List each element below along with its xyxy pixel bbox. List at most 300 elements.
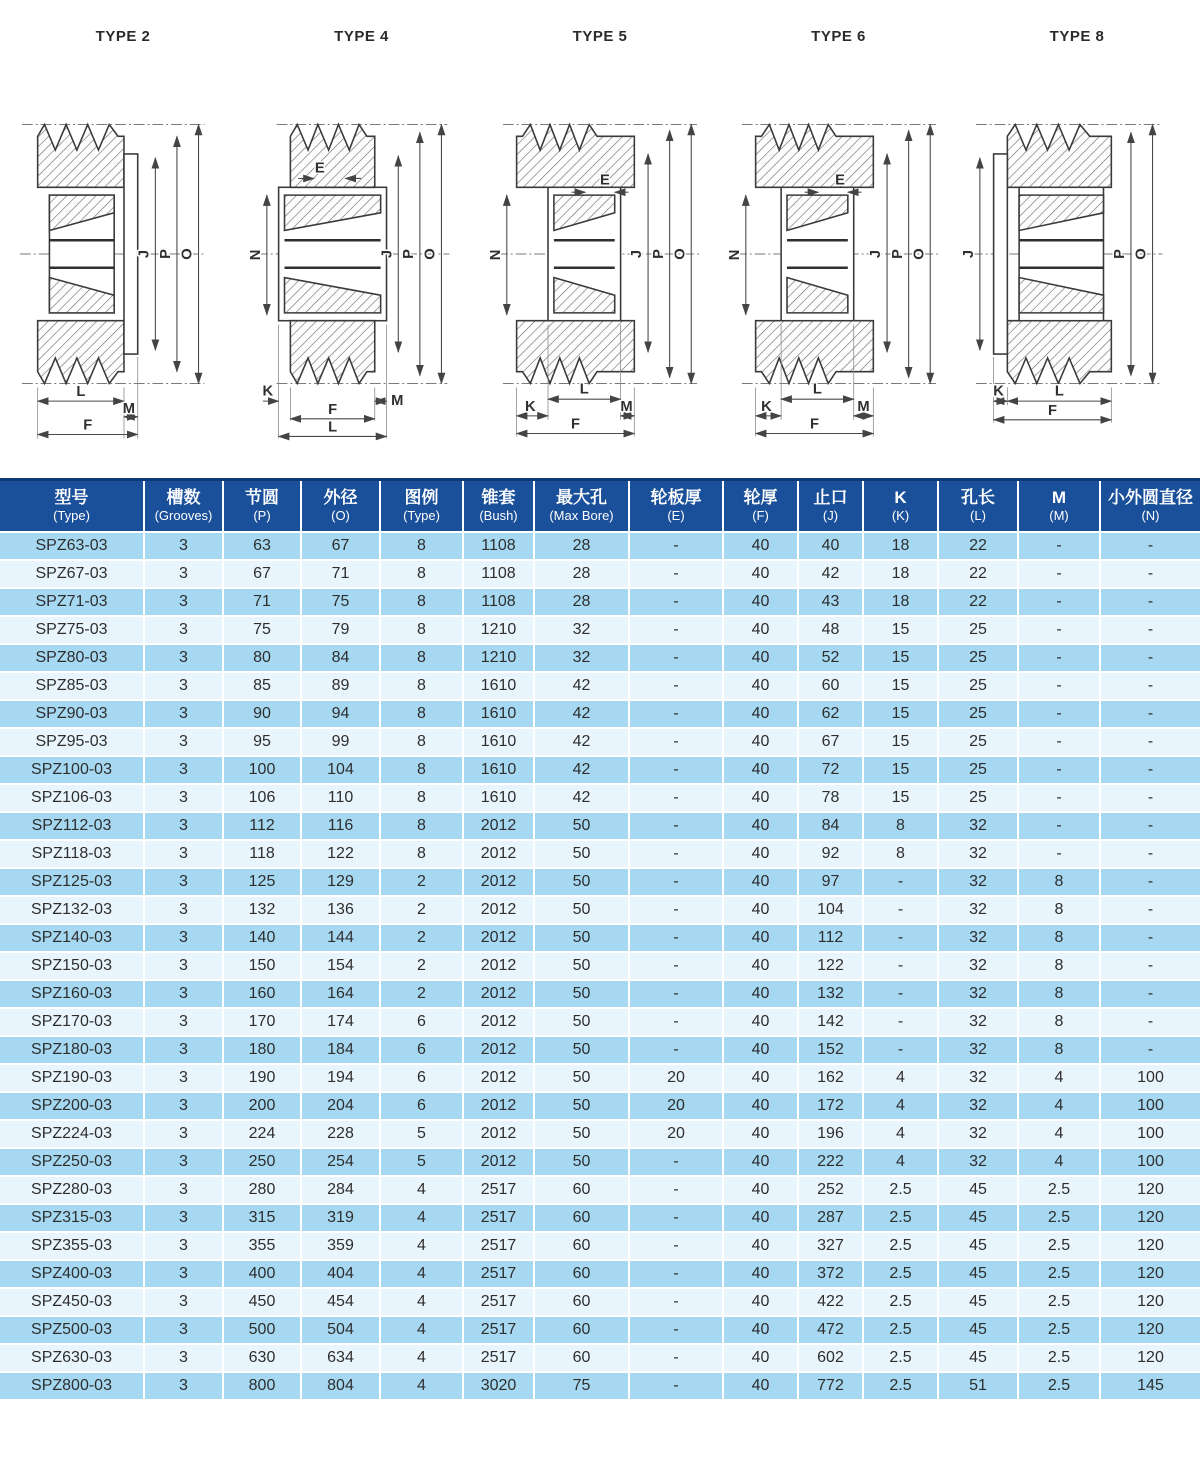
table-cell: 60 xyxy=(534,1260,629,1288)
table-cell: 1108 xyxy=(463,532,534,560)
dim-label-f: F xyxy=(809,416,819,433)
table-cell: - xyxy=(629,1008,723,1036)
table-cell: 1610 xyxy=(463,700,534,728)
table-cell: SPZ85-03 xyxy=(0,672,144,700)
table-cell: 25 xyxy=(938,700,1018,728)
table-cell: 40 xyxy=(723,1092,798,1120)
table-cell: 132 xyxy=(798,980,863,1008)
table-cell: 454 xyxy=(301,1288,380,1316)
table-cell: 4 xyxy=(380,1204,463,1232)
table-cell: - xyxy=(629,644,723,672)
table-cell: 154 xyxy=(301,952,380,980)
table-cell: - xyxy=(629,812,723,840)
table-cell: SPZ125-03 xyxy=(0,868,144,896)
table-row xyxy=(0,532,1200,560)
table-cell: 3 xyxy=(144,616,223,644)
table-cell: 3 xyxy=(144,1148,223,1176)
table-cell: 184 xyxy=(301,1036,380,1064)
column-header: 锥套 (Bush) xyxy=(463,480,534,533)
table-cell: - xyxy=(1100,812,1200,840)
table-cell: 18 xyxy=(863,588,938,616)
table-cell: 112 xyxy=(223,812,301,840)
table-cell: 32 xyxy=(938,896,1018,924)
table-cell: - xyxy=(629,1316,723,1344)
table-cell: 25 xyxy=(938,756,1018,784)
table-cell: 2012 xyxy=(463,924,534,952)
table-cell: 3 xyxy=(144,896,223,924)
table-cell: 40 xyxy=(723,588,798,616)
column-header: 槽数 (Grooves) xyxy=(144,480,223,533)
table-cell: SPZ95-03 xyxy=(0,728,144,756)
table-cell: 174 xyxy=(301,1008,380,1036)
table-cell: 60 xyxy=(798,672,863,700)
table-cell: 100 xyxy=(1100,1148,1200,1176)
dim-label-l: L xyxy=(327,419,337,436)
table-cell: 18 xyxy=(863,560,938,588)
table-row xyxy=(0,1036,1200,1064)
table-cell: 60 xyxy=(534,1316,629,1344)
table-cell: 32 xyxy=(938,868,1018,896)
table-cell: 40 xyxy=(723,616,798,644)
dim-label-m: M xyxy=(122,400,136,417)
table-cell: - xyxy=(1100,952,1200,980)
table-row xyxy=(0,1260,1200,1288)
dim-label-f: F xyxy=(83,417,93,434)
table-cell: 120 xyxy=(1100,1316,1200,1344)
table-cell: 84 xyxy=(798,812,863,840)
table-cell: 32 xyxy=(938,952,1018,980)
table-cell: 45 xyxy=(938,1316,1018,1344)
dim-label-f: F xyxy=(327,401,337,418)
table-cell: 50 xyxy=(534,840,629,868)
table-cell: 8 xyxy=(380,812,463,840)
spec-table xyxy=(0,478,1200,1401)
table-cell: 228 xyxy=(301,1120,380,1148)
table-cell: 40 xyxy=(723,1316,798,1344)
drawing-title: TYPE 5 xyxy=(572,28,628,45)
table-cell: 634 xyxy=(301,1344,380,1372)
table-row xyxy=(0,812,1200,840)
table-cell: 92 xyxy=(798,840,863,868)
table-cell: 60 xyxy=(534,1288,629,1316)
table-cell: 120 xyxy=(1100,1344,1200,1372)
table-cell: 40 xyxy=(723,924,798,952)
table-cell: 78 xyxy=(798,784,863,812)
table-cell: - xyxy=(1018,616,1100,644)
table-cell: - xyxy=(629,868,723,896)
table-row xyxy=(0,1288,1200,1316)
table-cell: 15 xyxy=(863,644,938,672)
dim-label-f: F xyxy=(570,416,580,433)
table-cell: - xyxy=(1100,868,1200,896)
table-cell: 89 xyxy=(301,672,380,700)
pulley-drawing-type8 xyxy=(958,6,1196,478)
table-cell: 40 xyxy=(723,1120,798,1148)
table-row xyxy=(0,1092,1200,1120)
dim-label-j: J xyxy=(629,249,646,259)
table-cell: 2012 xyxy=(463,1148,534,1176)
table-cell: 2517 xyxy=(463,1204,534,1232)
table-cell: 164 xyxy=(301,980,380,1008)
dim-label-j: J xyxy=(378,249,395,259)
table-cell: 60 xyxy=(534,1176,629,1204)
table-cell: 40 xyxy=(723,868,798,896)
table-row xyxy=(0,560,1200,588)
table-cell: SPZ400-03 xyxy=(0,1260,144,1288)
table-cell: 120 xyxy=(1100,1260,1200,1288)
dim-label-e: E xyxy=(599,172,610,189)
table-cell: 52 xyxy=(798,644,863,672)
pulley-cross-section-type5 xyxy=(484,48,716,460)
table-cell: 22 xyxy=(938,560,1018,588)
table-row xyxy=(0,1176,1200,1204)
table-cell: - xyxy=(863,924,938,952)
column-header: 图例 (Type) xyxy=(380,480,463,533)
spec-table-body xyxy=(0,532,1200,1400)
header-row xyxy=(0,480,1200,533)
table-cell: 48 xyxy=(798,616,863,644)
dim-label-o: O xyxy=(179,248,196,260)
table-cell: 2012 xyxy=(463,980,534,1008)
table-cell: 40 xyxy=(723,644,798,672)
table-cell: 3 xyxy=(144,1008,223,1036)
table-cell: 32 xyxy=(938,924,1018,952)
table-cell: 42 xyxy=(534,728,629,756)
table-cell: 3 xyxy=(144,1064,223,1092)
table-cell: - xyxy=(629,1204,723,1232)
table-cell: 2.5 xyxy=(1018,1176,1100,1204)
dim-label-m: M xyxy=(620,398,633,415)
table-cell: - xyxy=(629,588,723,616)
column-header: 最大孔 (Max Bore) xyxy=(534,480,629,533)
table-cell: 40 xyxy=(723,1288,798,1316)
table-cell: 3 xyxy=(144,1316,223,1344)
table-row xyxy=(0,1316,1200,1344)
table-cell: 8 xyxy=(380,756,463,784)
table-cell: - xyxy=(629,784,723,812)
dim-label-p: P xyxy=(400,249,417,259)
table-cell: - xyxy=(1100,1036,1200,1064)
table-cell: - xyxy=(629,728,723,756)
table-row xyxy=(0,700,1200,728)
table-cell: 3 xyxy=(144,812,223,840)
table-cell: 42 xyxy=(534,700,629,728)
table-cell: 8 xyxy=(380,700,463,728)
table-cell: 3 xyxy=(144,756,223,784)
table-cell: 32 xyxy=(938,980,1018,1008)
table-cell: 8 xyxy=(1018,1036,1100,1064)
dim-label-l: L xyxy=(1054,383,1064,400)
table-cell: 3 xyxy=(144,728,223,756)
table-cell: 2.5 xyxy=(1018,1316,1100,1344)
table-row xyxy=(0,1204,1200,1232)
table-cell: 404 xyxy=(301,1260,380,1288)
table-cell: 50 xyxy=(534,1148,629,1176)
table-cell: 100 xyxy=(1100,1092,1200,1120)
table-cell: 142 xyxy=(798,1008,863,1036)
table-cell: 40 xyxy=(723,812,798,840)
table-cell: 95 xyxy=(223,728,301,756)
table-cell: SPZ280-03 xyxy=(0,1176,144,1204)
table-cell: - xyxy=(863,1036,938,1064)
table-cell: 32 xyxy=(938,1120,1018,1148)
table-row xyxy=(0,728,1200,756)
table-cell: - xyxy=(1100,784,1200,812)
table-cell: - xyxy=(1100,672,1200,700)
table-cell: - xyxy=(1100,588,1200,616)
table-cell: 60 xyxy=(534,1344,629,1372)
table-cell: - xyxy=(1018,784,1100,812)
table-cell: SPZ71-03 xyxy=(0,588,144,616)
table-cell: 50 xyxy=(534,868,629,896)
table-cell: 1610 xyxy=(463,756,534,784)
table-cell: 132 xyxy=(223,896,301,924)
table-cell: - xyxy=(629,840,723,868)
table-cell: 25 xyxy=(938,672,1018,700)
table-cell: 120 xyxy=(1100,1204,1200,1232)
table-cell: 6 xyxy=(380,1064,463,1092)
table-cell: 2 xyxy=(380,952,463,980)
table-cell: 15 xyxy=(863,756,938,784)
dim-label-l: L xyxy=(76,384,86,401)
table-cell: - xyxy=(629,980,723,1008)
table-cell: 110 xyxy=(301,784,380,812)
table-cell: 50 xyxy=(534,1092,629,1120)
table-cell: 472 xyxy=(798,1316,863,1344)
table-cell: 190 xyxy=(223,1064,301,1092)
table-cell: 116 xyxy=(301,812,380,840)
table-cell: 250 xyxy=(223,1148,301,1176)
table-cell: 28 xyxy=(534,532,629,560)
table-cell: 8 xyxy=(1018,1008,1100,1036)
table-cell: 32 xyxy=(938,840,1018,868)
table-cell: - xyxy=(1018,756,1100,784)
table-cell: 2517 xyxy=(463,1316,534,1344)
table-cell: SPZ112-03 xyxy=(0,812,144,840)
table-cell: 150 xyxy=(223,952,301,980)
table-cell: 4 xyxy=(380,1372,463,1400)
table-cell: 125 xyxy=(223,868,301,896)
table-cell: SPZ75-03 xyxy=(0,616,144,644)
drawing-title: TYPE 4 xyxy=(334,28,389,45)
table-cell: 22 xyxy=(938,588,1018,616)
table-cell: 40 xyxy=(723,1232,798,1260)
dim-label-m: M xyxy=(390,393,403,410)
pulley-drawing-type6 xyxy=(720,6,958,478)
table-cell: 63 xyxy=(223,532,301,560)
table-cell: 32 xyxy=(938,1148,1018,1176)
table-row xyxy=(0,840,1200,868)
table-cell: 40 xyxy=(723,1344,798,1372)
table-row xyxy=(0,1372,1200,1400)
table-cell: 45 xyxy=(938,1260,1018,1288)
table-cell: 6 xyxy=(380,1092,463,1120)
table-cell: 315 xyxy=(223,1204,301,1232)
pulley-drawing-type4 xyxy=(243,6,481,478)
table-cell: 3 xyxy=(144,840,223,868)
table-cell: 2 xyxy=(380,868,463,896)
table-cell: 120 xyxy=(1100,1232,1200,1260)
table-cell: - xyxy=(1018,672,1100,700)
table-cell: 15 xyxy=(863,672,938,700)
table-cell: 50 xyxy=(534,1036,629,1064)
table-cell: 196 xyxy=(798,1120,863,1148)
table-cell: 72 xyxy=(798,756,863,784)
table-cell: 51 xyxy=(938,1372,1018,1400)
drawings-strip xyxy=(0,0,1200,478)
table-cell: 3 xyxy=(144,644,223,672)
table-cell: 2012 xyxy=(463,1120,534,1148)
table-row xyxy=(0,952,1200,980)
table-cell: 32 xyxy=(938,812,1018,840)
table-cell: 40 xyxy=(723,952,798,980)
table-cell: 2517 xyxy=(463,1232,534,1260)
table-cell: 40 xyxy=(723,1204,798,1232)
table-cell: 2.5 xyxy=(863,1316,938,1344)
dim-label-k: K xyxy=(760,398,772,415)
table-cell: 40 xyxy=(723,672,798,700)
table-cell: 1210 xyxy=(463,644,534,672)
table-cell: - xyxy=(1100,560,1200,588)
table-cell: 2517 xyxy=(463,1344,534,1372)
table-cell: SPZ80-03 xyxy=(0,644,144,672)
table-cell: 800 xyxy=(223,1372,301,1400)
dim-label-o: O xyxy=(672,248,689,260)
table-cell: 4 xyxy=(863,1120,938,1148)
table-cell: 20 xyxy=(629,1092,723,1120)
column-header: 小外圆直径 (N) xyxy=(1100,480,1200,533)
table-cell: - xyxy=(1018,728,1100,756)
table-cell: SPZ800-03 xyxy=(0,1372,144,1400)
table-cell: 3 xyxy=(144,1372,223,1400)
table-row xyxy=(0,924,1200,952)
table-cell: 8 xyxy=(380,784,463,812)
dim-label-k: K xyxy=(525,398,536,415)
column-header: 孔长 (L) xyxy=(938,480,1018,533)
table-cell: SPZ170-03 xyxy=(0,1008,144,1036)
table-cell: 42 xyxy=(798,560,863,588)
table-cell: - xyxy=(863,1008,938,1036)
table-cell: 50 xyxy=(534,1008,629,1036)
table-cell: 28 xyxy=(534,560,629,588)
table-cell: - xyxy=(629,560,723,588)
table-cell: 28 xyxy=(534,588,629,616)
table-cell: 71 xyxy=(223,588,301,616)
column-header: K (K) xyxy=(863,480,938,533)
table-cell: - xyxy=(629,1344,723,1372)
dim-label-e: E xyxy=(314,160,325,177)
table-row xyxy=(0,1148,1200,1176)
table-cell: 40 xyxy=(723,700,798,728)
table-cell: 8 xyxy=(380,532,463,560)
pulley-drawing-type5 xyxy=(481,6,719,478)
table-cell: 5 xyxy=(380,1120,463,1148)
table-cell: 40 xyxy=(723,1176,798,1204)
table-cell: 280 xyxy=(223,1176,301,1204)
table-cell: SPZ450-03 xyxy=(0,1288,144,1316)
table-cell: 120 xyxy=(1100,1288,1200,1316)
table-cell: 40 xyxy=(723,980,798,1008)
table-cell: - xyxy=(1018,812,1100,840)
table-cell: SPZ160-03 xyxy=(0,980,144,1008)
table-cell: 3020 xyxy=(463,1372,534,1400)
table-cell: 4 xyxy=(380,1232,463,1260)
table-cell: 8 xyxy=(1018,896,1100,924)
table-cell: 3 xyxy=(144,672,223,700)
table-cell: 99 xyxy=(301,728,380,756)
table-cell: 1610 xyxy=(463,728,534,756)
table-cell: - xyxy=(1100,616,1200,644)
table-cell: 90 xyxy=(223,700,301,728)
table-cell: 2.5 xyxy=(863,1204,938,1232)
table-cell: 3 xyxy=(144,1204,223,1232)
table-cell: 40 xyxy=(723,1260,798,1288)
table-cell: 62 xyxy=(798,700,863,728)
table-cell: - xyxy=(1100,728,1200,756)
table-cell: 25 xyxy=(938,644,1018,672)
table-cell: 32 xyxy=(938,1064,1018,1092)
table-cell: 2.5 xyxy=(863,1372,938,1400)
table-cell: 2.5 xyxy=(863,1176,938,1204)
table-cell: SPZ224-03 xyxy=(0,1120,144,1148)
pulley-cross-section-type6 xyxy=(723,48,955,460)
table-cell: 45 xyxy=(938,1176,1018,1204)
dim-label-o: O xyxy=(1133,248,1150,260)
table-cell: 1610 xyxy=(463,672,534,700)
table-cell: 67 xyxy=(223,560,301,588)
table-row xyxy=(0,980,1200,1008)
pulley-drawing-type2 xyxy=(4,6,242,478)
table-cell: 1108 xyxy=(463,560,534,588)
table-cell: 25 xyxy=(938,784,1018,812)
table-row xyxy=(0,1120,1200,1148)
dim-label-p: P xyxy=(1112,249,1129,259)
table-cell: 104 xyxy=(798,896,863,924)
table-cell: SPZ67-03 xyxy=(0,560,144,588)
table-cell: SPZ630-03 xyxy=(0,1344,144,1372)
table-cell: 50 xyxy=(534,896,629,924)
table-cell: 50 xyxy=(534,1120,629,1148)
table-cell: 40 xyxy=(723,756,798,784)
table-cell: 50 xyxy=(534,952,629,980)
table-cell: - xyxy=(629,952,723,980)
dim-label-l: L xyxy=(579,381,589,398)
table-cell: 50 xyxy=(534,1064,629,1092)
table-cell: 100 xyxy=(1100,1120,1200,1148)
dim-label-m: M xyxy=(856,398,870,415)
table-cell: - xyxy=(1018,840,1100,868)
table-cell: 160 xyxy=(223,980,301,1008)
dim-label-n: N xyxy=(487,249,504,261)
table-cell: - xyxy=(863,896,938,924)
table-cell: 8 xyxy=(863,812,938,840)
table-cell: 180 xyxy=(223,1036,301,1064)
table-cell: 4 xyxy=(1018,1064,1100,1092)
table-cell: 4 xyxy=(380,1316,463,1344)
table-cell: 40 xyxy=(723,840,798,868)
table-cell: - xyxy=(1100,532,1200,560)
dim-label-e: E xyxy=(834,172,845,189)
table-cell: 136 xyxy=(301,896,380,924)
drawing-title: TYPE 2 xyxy=(95,28,151,45)
dim-label-f: F xyxy=(1047,402,1057,419)
table-cell: - xyxy=(1100,700,1200,728)
table-cell: 170 xyxy=(223,1008,301,1036)
table-cell: - xyxy=(629,700,723,728)
table-cell: 40 xyxy=(723,1372,798,1400)
table-cell: 287 xyxy=(798,1204,863,1232)
table-cell: 112 xyxy=(798,924,863,952)
